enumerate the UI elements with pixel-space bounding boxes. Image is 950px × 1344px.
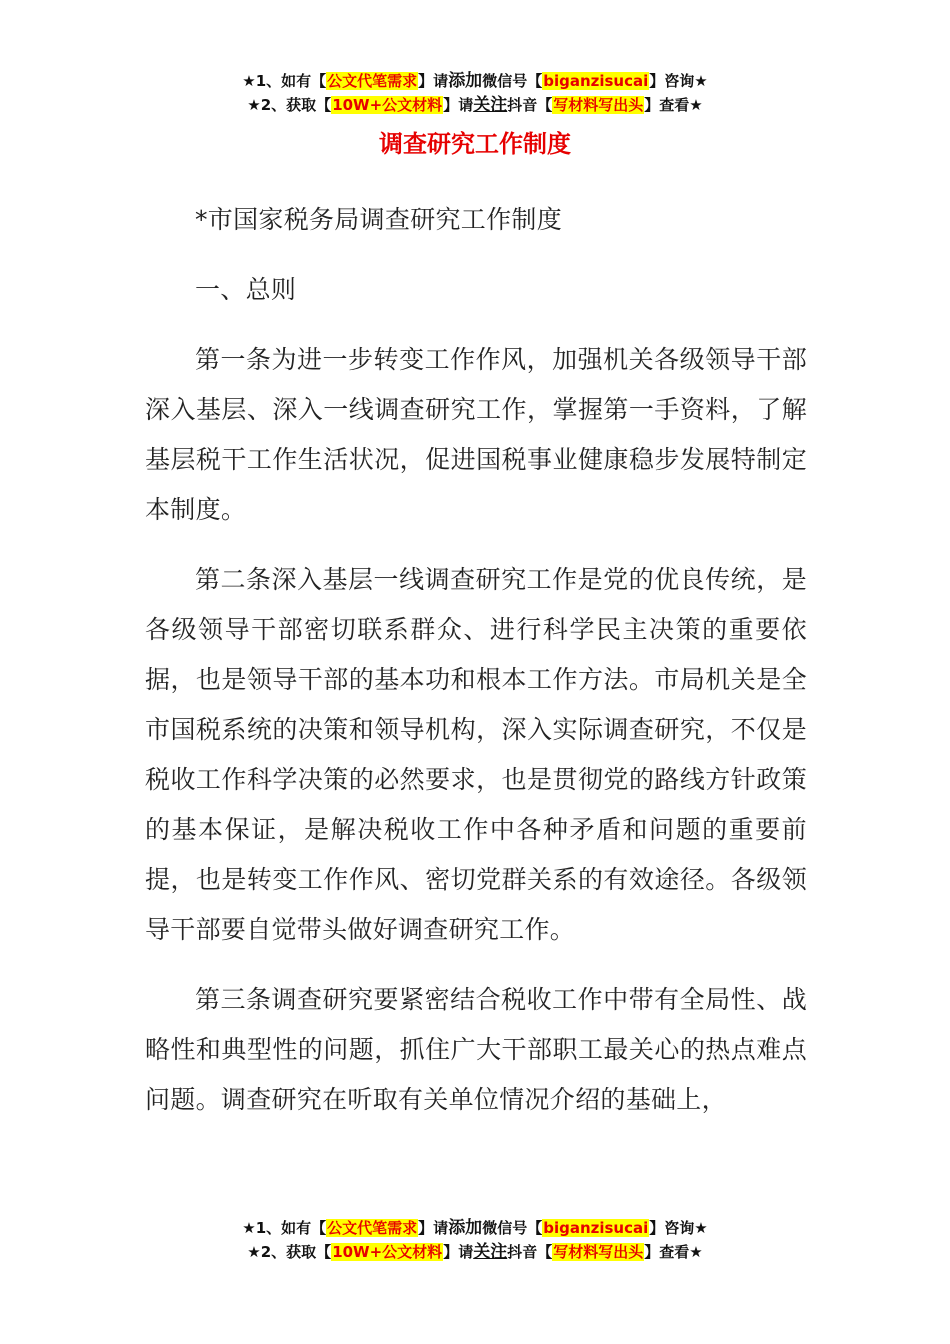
banner-highlight: 写材料写出头 bbox=[553, 1243, 644, 1261]
paragraph-section-heading: 一、总则 bbox=[195, 275, 297, 304]
banner-line-2 bbox=[0, 93, 950, 117]
banner-text: ★2、获取【 bbox=[247, 96, 332, 114]
banner-line-1 bbox=[0, 1216, 950, 1240]
banner-emphasis: 添加 bbox=[448, 1218, 483, 1238]
banner-highlight: 10W+公文材料 bbox=[332, 1243, 443, 1261]
banner-text: 微信号【 bbox=[482, 72, 543, 90]
banner-text: 】请 bbox=[443, 1243, 474, 1261]
banner-highlight: 公文代笔需求 bbox=[327, 1219, 418, 1237]
document-body bbox=[145, 195, 807, 1145]
banner-emphasis: 添加 bbox=[448, 71, 483, 91]
banner-highlight: 10W+公文材料 bbox=[332, 96, 443, 114]
banner-highlight: biganzisucai bbox=[543, 1219, 649, 1237]
banner-text: 】请 bbox=[443, 96, 474, 114]
banner-text: 】查看★ bbox=[644, 1243, 703, 1261]
document-title: 调查研究工作制度 bbox=[379, 130, 571, 158]
banner-text: ★1、如有【 bbox=[242, 72, 327, 90]
banner-text: 】咨询★ bbox=[649, 1219, 708, 1237]
paragraph-article-1: 第一条为进一步转变工作作风，加强机关各级领导干部深入基层、深入一线调查研究工作，掌握第一手资料，了解基层税干工作生活状况，促进国税事业健康稳步发展特制定本制度。 bbox=[145, 345, 807, 524]
banner-text: 微信号【 bbox=[482, 1219, 543, 1237]
banner-highlight: 写材料写出头 bbox=[553, 96, 644, 114]
banner-text: ★2、获取【 bbox=[247, 1243, 332, 1261]
paragraph-article-2: 第二条深入基层一线调查研究工作是党的优良传统，是各级领导干部密切联系群众、进行科学民主决策的重要依据，也是领导干部的基本功和根本工作方法。市局机关是全市国税系统的决策和领导机构，深入实际调查研究，不仅是税收工作科学决策的必然要求，也是贯彻党的路线方针政策的基本保证，是解决税收工作中各种矛盾和问题的重要前提，也是转变工作作风、密切党群关系的有效途径。各级领导干部要自觉带头做好调查研究工作。 bbox=[145, 565, 807, 944]
banner-text: 】查看★ bbox=[644, 96, 703, 114]
banner-highlight: 公文代笔需求 bbox=[327, 72, 418, 90]
banner-line-2 bbox=[0, 1240, 950, 1264]
banner-text: 】请 bbox=[418, 72, 449, 90]
banner-text: 】请 bbox=[418, 1219, 449, 1237]
banner-text: ★1、如有【 bbox=[242, 1219, 327, 1237]
banner-emphasis: 关注 bbox=[473, 1242, 508, 1262]
banner-text: 抖音【 bbox=[507, 1243, 553, 1261]
banner-text: 抖音【 bbox=[507, 96, 553, 114]
footer-banner bbox=[0, 1216, 950, 1264]
banner-highlight: biganzisucai bbox=[543, 72, 649, 90]
paragraph-subtitle: *市国家税务局调查研究工作制度 bbox=[195, 205, 563, 234]
banner-emphasis: 关注 bbox=[473, 95, 508, 115]
banner-line-1 bbox=[0, 69, 950, 93]
header-banner bbox=[0, 69, 950, 117]
banner-text: 】咨询★ bbox=[649, 72, 708, 90]
paragraph-article-3: 第三条调查研究要紧密结合税收工作中带有全局性、战略性和典型性的问题，抓住广大干部职工最关心的热点难点问题。调查研究在听取有关单位情况介绍的基础上， bbox=[145, 985, 807, 1114]
